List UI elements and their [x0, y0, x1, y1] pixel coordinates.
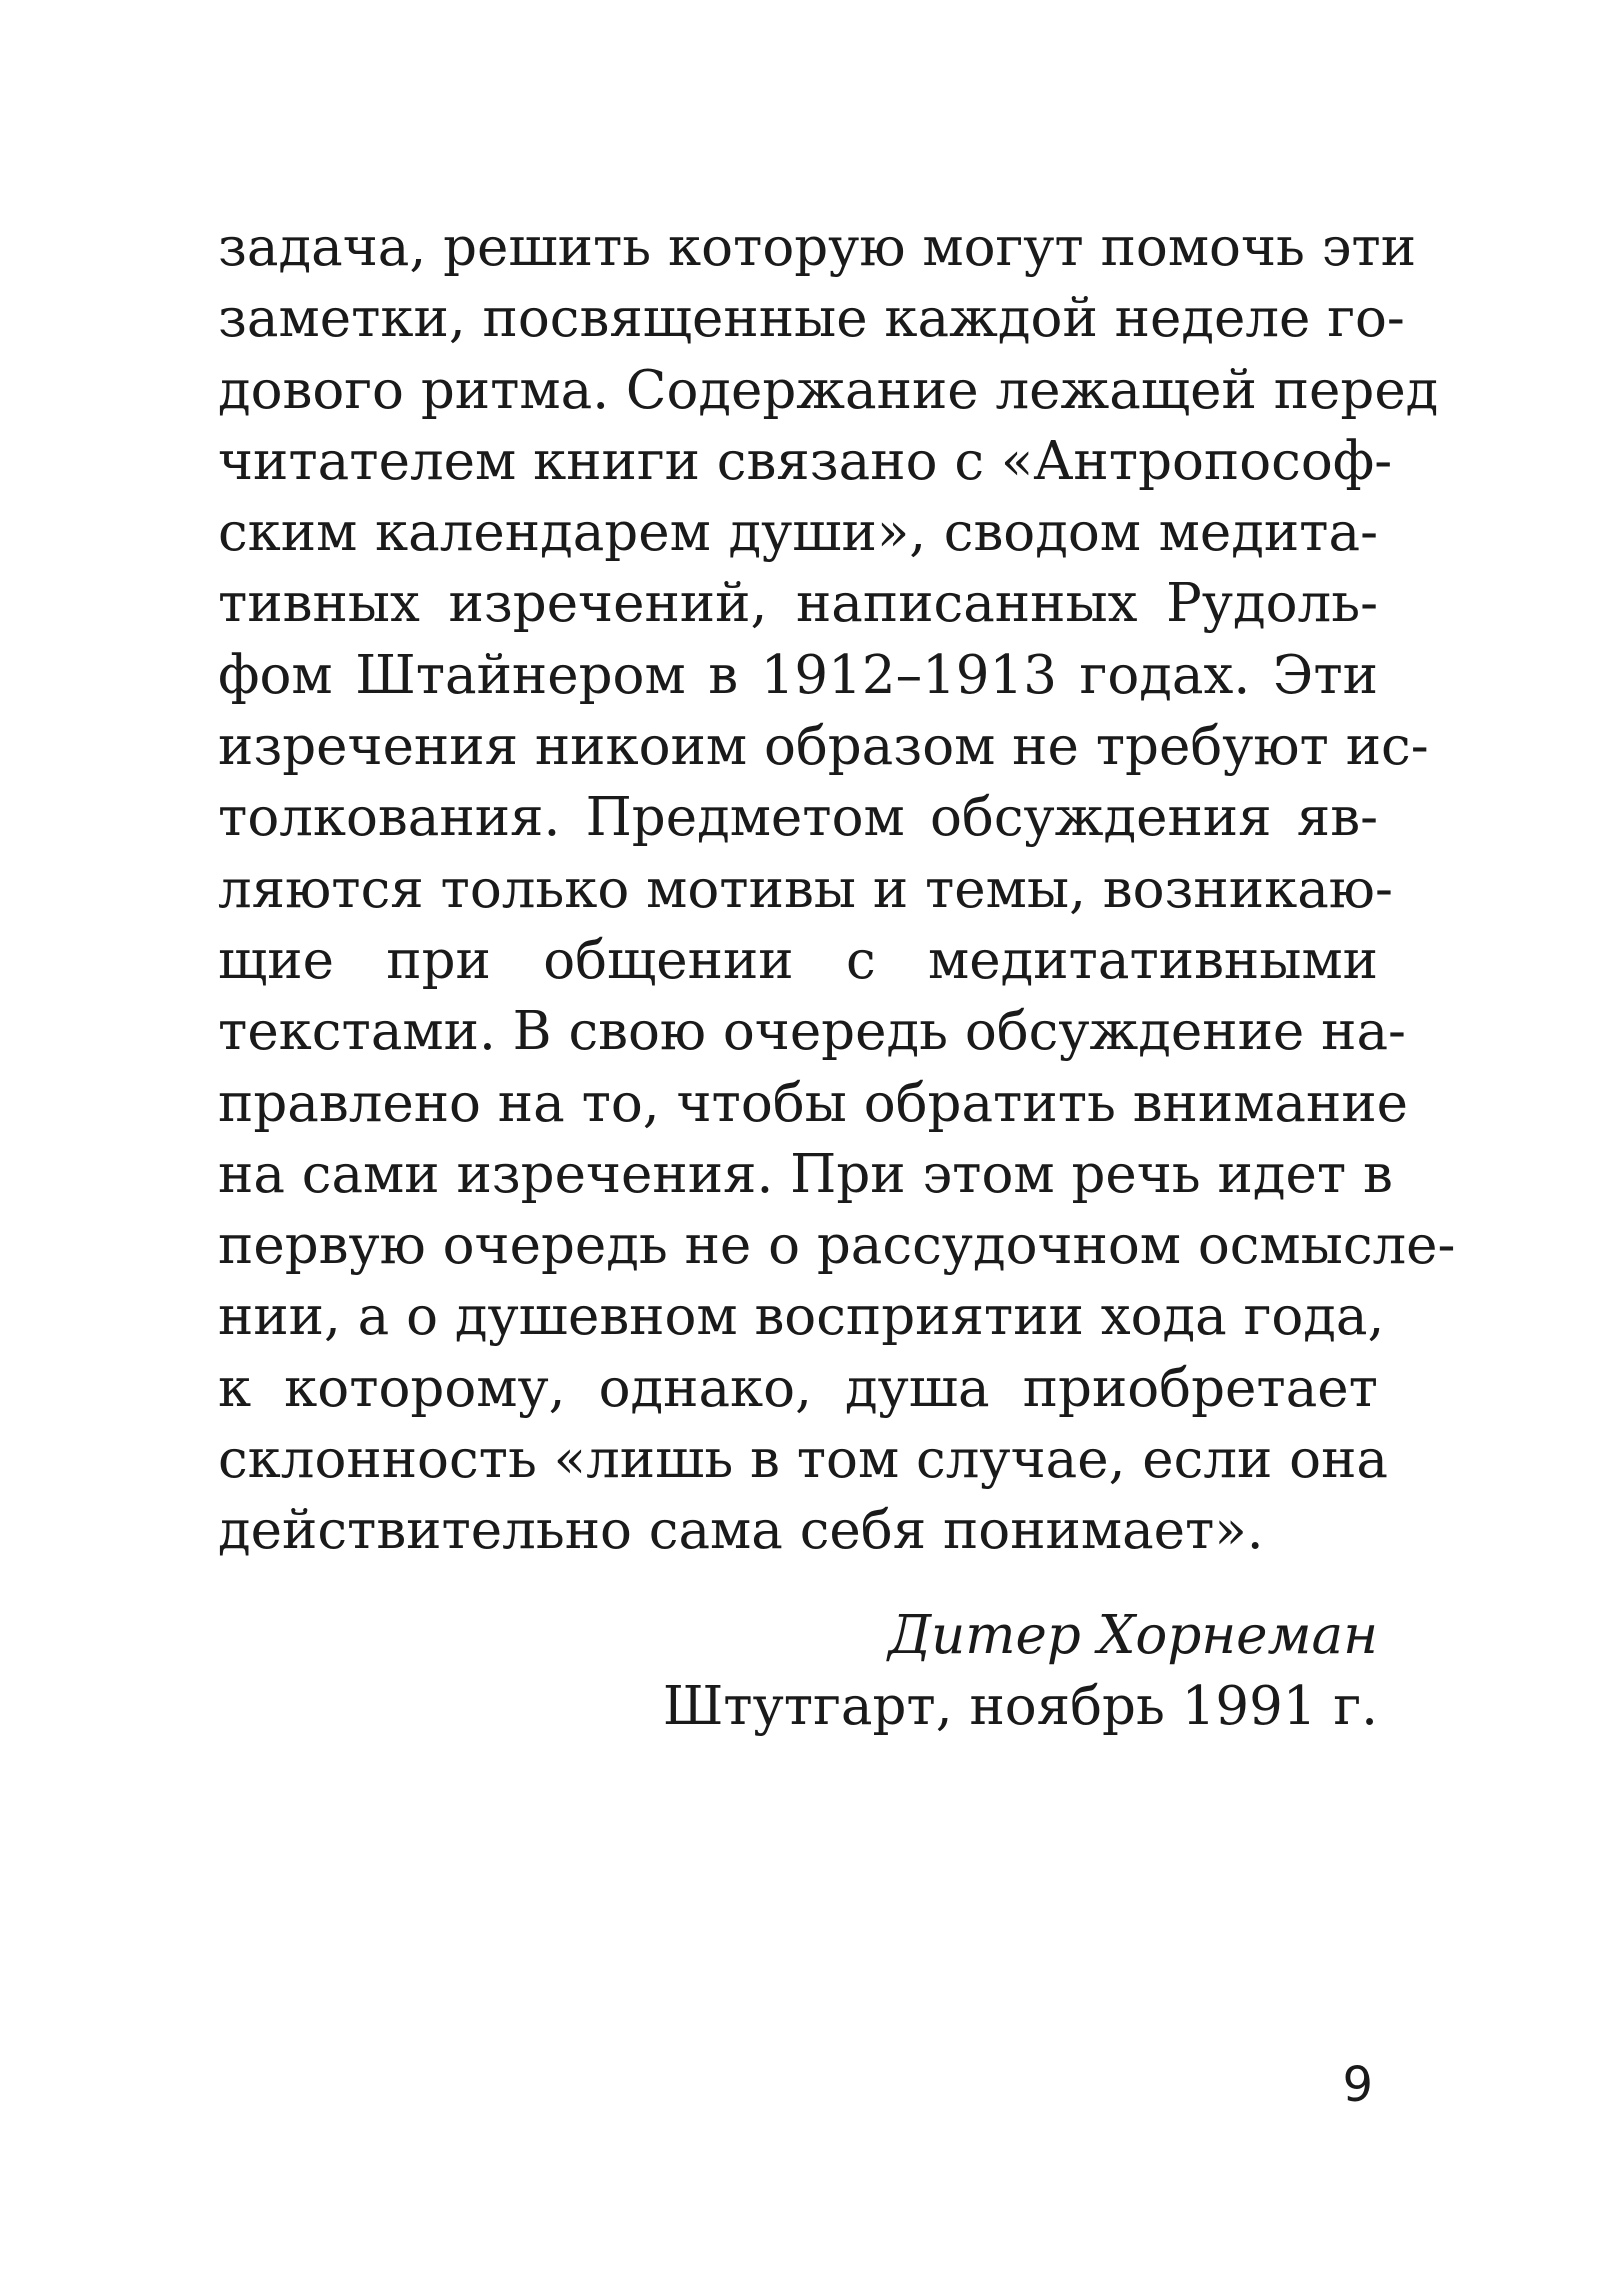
text-line: задача, решить которую могут помочь эти [218, 217, 1417, 278]
text-line: тивных изречений, написанных Рудоль- [218, 573, 1378, 635]
place-date: Штутгарт, ноябрь 1991 г. [662, 1676, 1378, 1737]
text-line: читателем книги связано с «Антропософ- [218, 430, 1393, 492]
signature-block [663, 1600, 1378, 1742]
text-line: фом Штайнером в 1912–1913 годах. Эти [218, 644, 1378, 706]
text-line: нии, а о душевном восприятии хода года, [218, 1286, 1385, 1348]
text-line: заметки, посвященные каждой неделе го- [218, 288, 1405, 350]
page-number: 9 [1342, 2057, 1373, 2113]
body-text [218, 212, 1456, 1567]
text-line: изречения никоим образом не требуют ис- [218, 716, 1429, 778]
text-line: первую очередь не о рассудочном осмысле- [218, 1215, 1456, 1277]
text-line: склонность «лишь в том случае, если она [218, 1429, 1388, 1491]
text-line: на сами изречения. При этом речь идет в [218, 1143, 1393, 1205]
text-line: текстами. В свою очередь обсуждение на- [218, 1001, 1406, 1063]
text-line: щие при общении с медитативными [218, 929, 1378, 991]
text-line: действительно сама себя понимает». [218, 1500, 1264, 1562]
text-line: к которому, однако, душа приобретает [218, 1357, 1378, 1419]
text-line: дового ритма. Содержание лежащей перед [218, 359, 1439, 421]
author-name: Дитер Хорнеман [888, 1605, 1378, 1666]
text-line: ляются только мотивы и темы, возникаю- [218, 858, 1393, 920]
text-line: толкования. Предметом обсуждения яв- [218, 787, 1378, 849]
text-line: правлено на то, чтобы обратить внимание [218, 1072, 1409, 1134]
text-line: ским календарем души», сводом медита- [218, 502, 1378, 564]
